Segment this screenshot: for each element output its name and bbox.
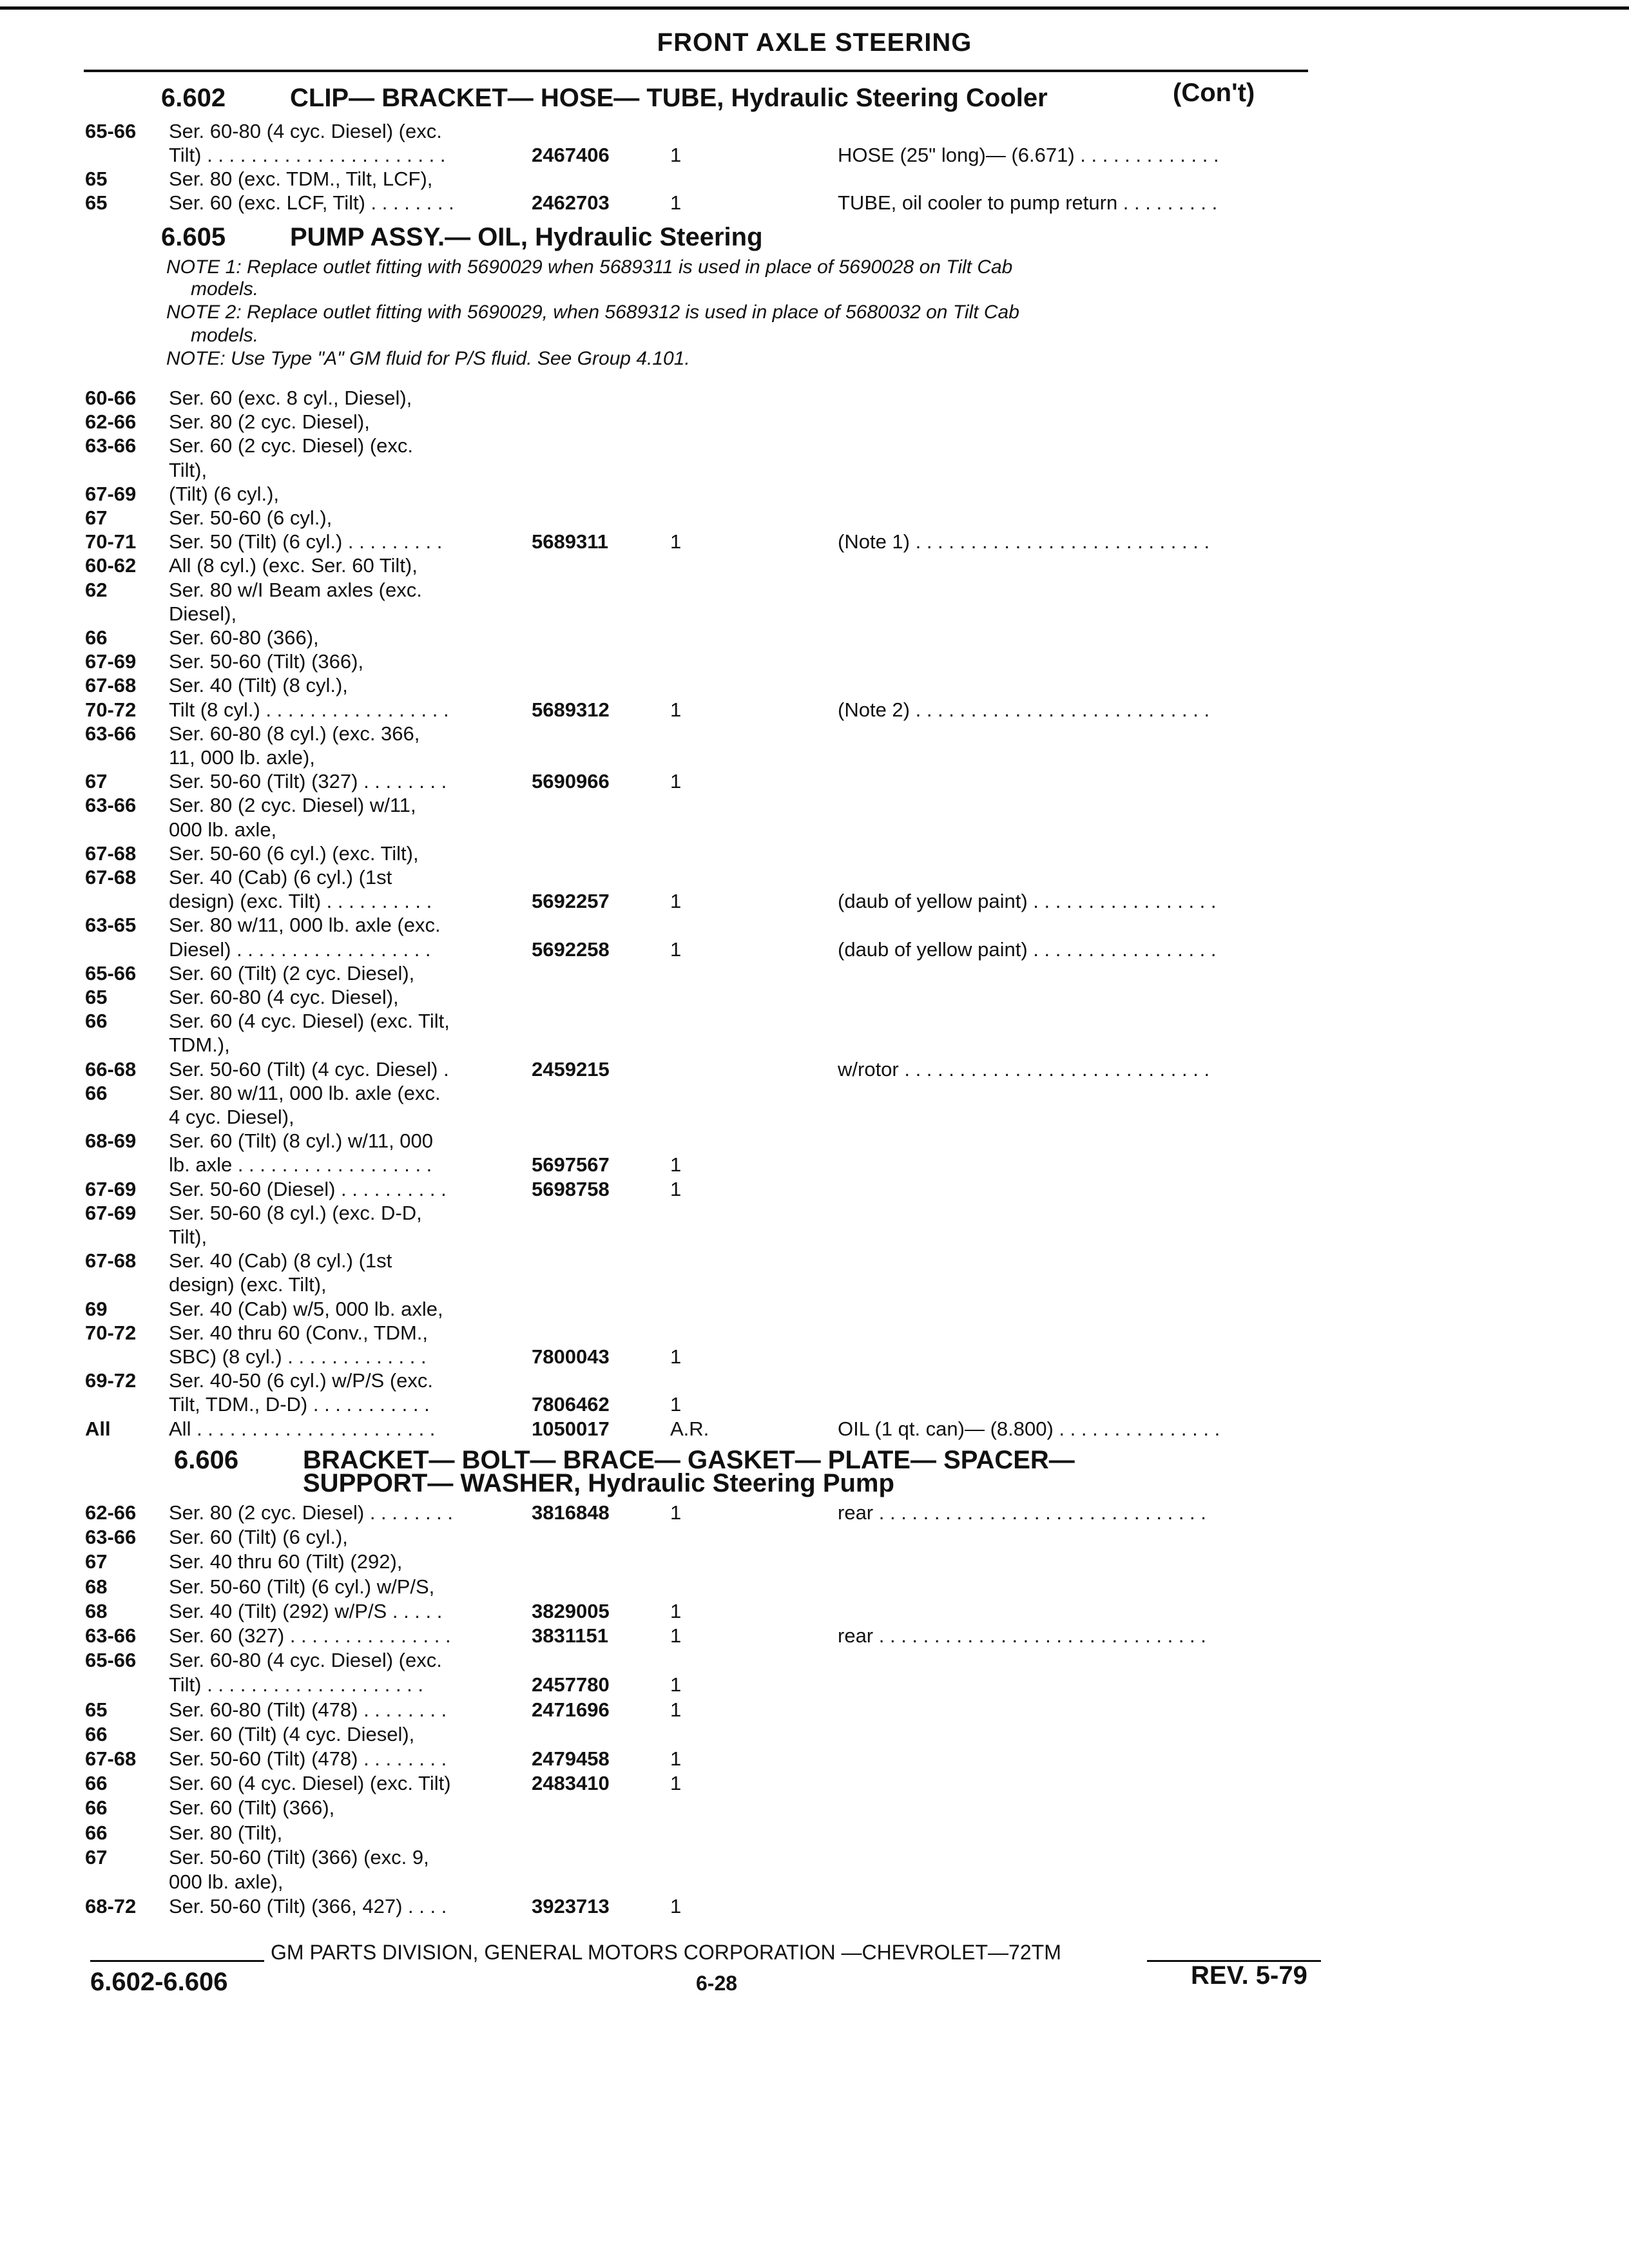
model-years: 70-72 xyxy=(85,1321,137,1344)
description: Ser. 50-60 (Tilt) (366, 427) . . . . xyxy=(169,1895,447,1918)
description: (Tilt) (6 cyl.), xyxy=(169,482,280,505)
table-row xyxy=(0,1772,1629,1795)
description: Ser. 50-60 (Tilt) (6 cyl.) w/P/S, xyxy=(169,1575,435,1598)
note-line: NOTE 1: Replace outlet fitting with 5690029 when 5689311 is used in place of 5690028 on Tilt Cab xyxy=(166,256,1013,278)
description: Ser. 40 (Cab) (6 cyl.) (1st xyxy=(169,866,392,889)
table-row xyxy=(0,530,1629,553)
table-row xyxy=(0,1550,1629,1573)
quantity: 1 xyxy=(670,144,682,166)
table-row xyxy=(0,1010,1629,1033)
footer-rule-left xyxy=(90,1960,264,1962)
description: lb. axle . . . . . . . . . . . . . . . . . . xyxy=(169,1153,432,1177)
model-years: 67-69 xyxy=(85,650,137,673)
model-years: 62 xyxy=(85,578,108,601)
model-years: 62-66 xyxy=(85,410,137,434)
quantity: 1 xyxy=(670,1393,682,1416)
model-years: 63-66 xyxy=(85,794,137,817)
table-row xyxy=(0,1821,1629,1845)
description: Ser. 50-60 (6 cyl.) (exc. Tilt), xyxy=(169,841,419,865)
model-years: 60-62 xyxy=(85,554,137,577)
model-years: 65 xyxy=(85,168,108,190)
model-years: 67-68 xyxy=(85,674,137,697)
remarks: (daub of yellow paint) . . . . . . . . . . . . . . . . . xyxy=(838,890,1217,913)
note-line: NOTE 2: Replace outlet fitting with 5690029, when 5689312 is used in place of 5680032 on Tilt Cab xyxy=(166,302,1019,323)
remarks: (Note 2) . . . . . . . . . . . . . . . . . . . . . . . . . . . xyxy=(838,698,1210,721)
table-row xyxy=(0,626,1629,649)
description: Ser. 50-60 (8 cyl.) (exc. D-D, xyxy=(169,1201,422,1224)
description: Diesel), xyxy=(169,602,237,625)
table-row xyxy=(0,434,1629,457)
part-number: 1050017 xyxy=(532,1417,610,1440)
section-number: 6.606 xyxy=(174,1446,239,1474)
description: Ser. 80 (2 cyc. Diesel) w/11, xyxy=(169,794,416,817)
description: Ser. 60 (4 cyc. Diesel) (exc. Tilt) xyxy=(169,1772,451,1795)
table-row xyxy=(0,1249,1629,1273)
description: Ser. 60 (Tilt) (4 cyc. Diesel), xyxy=(169,1722,415,1745)
part-number: 3923713 xyxy=(532,1895,610,1918)
table-row xyxy=(0,986,1629,1009)
remarks: TUBE, oil cooler to pump return . . . . . . . . . xyxy=(838,191,1218,214)
model-years: 65 xyxy=(85,191,108,214)
table-row xyxy=(0,168,1629,191)
quantity: 1 xyxy=(670,890,682,913)
table-row xyxy=(0,1673,1629,1696)
model-years: 66 xyxy=(85,1772,108,1795)
description: Ser. 50-60 (Tilt) (366), xyxy=(169,650,364,673)
table-row xyxy=(0,1600,1629,1623)
table-row xyxy=(0,1747,1629,1771)
table-row xyxy=(0,1082,1629,1105)
table-row xyxy=(0,602,1629,626)
remarks: (daub of yellow paint) . . . . . . . . . . . . . . . . . xyxy=(838,937,1217,961)
part-number: 5689311 xyxy=(532,530,608,553)
table-row xyxy=(0,674,1629,697)
remarks: rear . . . . . . . . . . . . . . . . . . . . . . . . . . . . . . xyxy=(838,1501,1206,1524)
model-years: 68 xyxy=(85,1575,108,1598)
model-years: 65 xyxy=(85,1698,108,1721)
quantity: 1 xyxy=(670,1624,682,1647)
quantity: 1 xyxy=(670,1747,682,1770)
description: 11, 000 lb. axle), xyxy=(169,746,315,769)
model-years: 66 xyxy=(85,1821,108,1844)
model-years: 63-66 xyxy=(85,722,137,745)
table-row xyxy=(0,722,1629,745)
table-row xyxy=(0,1796,1629,1820)
table-row xyxy=(0,483,1629,506)
table-row xyxy=(0,459,1629,482)
description: Ser. 60-80 (366), xyxy=(169,626,319,649)
table-row xyxy=(0,1870,1629,1894)
table-row xyxy=(0,1393,1629,1416)
model-years: 63-66 xyxy=(85,434,137,457)
quantity: 1 xyxy=(670,1772,682,1795)
part-number: 5697567 xyxy=(532,1153,610,1177)
quantity: 1 xyxy=(670,698,682,721)
description: Ser. 80 (2 cyc. Diesel), xyxy=(169,410,370,434)
part-number: 7800043 xyxy=(532,1345,610,1368)
table-row xyxy=(0,890,1629,913)
section-heading xyxy=(161,223,763,252)
table-row xyxy=(0,746,1629,769)
description: Tilt (8 cyl.) . . . . . . . . . . . . . . . . . xyxy=(169,698,449,721)
part-number: 3831151 xyxy=(532,1624,608,1647)
footer-page-number: 6-28 xyxy=(696,1972,738,1995)
model-years: 67-69 xyxy=(85,1177,137,1200)
model-years: 66 xyxy=(85,626,108,649)
model-years: 69-72 xyxy=(85,1369,137,1392)
description: design) (exc. Tilt), xyxy=(169,1273,327,1296)
description: Ser. 60 (Tilt) (8 cyl.) w/11, 000 xyxy=(169,1129,434,1153)
table-row xyxy=(0,794,1629,817)
description: Ser. 50-60 (Tilt) (327) . . . . . . . . xyxy=(169,770,447,793)
quantity: 1 xyxy=(670,1673,682,1696)
section-title: PUMP ASSY.— OIL, Hydraulic Steering xyxy=(290,223,763,251)
description: Ser. 60-80 (4 cyc. Diesel) (exc. xyxy=(169,1649,442,1672)
table-row xyxy=(0,1058,1629,1081)
table-row xyxy=(0,579,1629,602)
table-row xyxy=(0,1178,1629,1201)
part-number: 5689312 xyxy=(532,698,610,721)
table-row xyxy=(0,698,1629,722)
description: 000 lb. axle, xyxy=(169,818,277,841)
model-years: 67 xyxy=(85,770,108,793)
part-number: 3829005 xyxy=(532,1599,610,1622)
model-years: 67 xyxy=(85,506,108,529)
model-years: 66 xyxy=(85,1010,108,1033)
model-years: 63-66 xyxy=(85,1526,137,1549)
quantity: 1 xyxy=(670,191,682,214)
description: Diesel) . . . . . . . . . . . . . . . . . . xyxy=(169,937,431,961)
table-row xyxy=(0,770,1629,793)
table-row xyxy=(0,144,1629,167)
model-years: 60-66 xyxy=(85,387,137,409)
model-years: 67-69 xyxy=(85,1201,137,1224)
quantity: 1 xyxy=(670,937,682,961)
header-rule xyxy=(84,70,1308,72)
description: Ser. 60 (Tilt) (6 cyl.), xyxy=(169,1526,348,1549)
table-row xyxy=(0,962,1629,985)
table-row xyxy=(0,387,1629,410)
description: Ser. 50-60 (Tilt) (478) . . . . . . . . xyxy=(169,1747,447,1770)
section-title-line-1: BRACKET— BOLT— BRACE— GASKET— PLATE— SPACER— xyxy=(303,1446,1075,1474)
description: Ser. 40-50 (6 cyl.) w/P/S (exc. xyxy=(169,1369,434,1392)
note-line: models. xyxy=(191,325,259,346)
table-row xyxy=(0,1895,1629,1918)
model-years: 65-66 xyxy=(85,120,137,142)
model-years: 63-65 xyxy=(85,914,137,937)
description: Ser. 50-60 (Diesel) . . . . . . . . . . xyxy=(169,1177,447,1200)
table-row xyxy=(0,938,1629,961)
note-line: models. xyxy=(191,278,259,300)
section-number: 6.605 xyxy=(161,223,226,251)
description: Ser. 60 (exc. LCF, Tilt) . . . . . . . . xyxy=(169,191,454,214)
table-row xyxy=(0,1369,1629,1392)
description: Ser. 80 (exc. TDM., Tilt, LCF), xyxy=(169,168,433,190)
description: Ser. 40 (Tilt) (292) w/P/S . . . . . xyxy=(169,1599,443,1622)
model-years: 70-72 xyxy=(85,698,137,721)
table-row xyxy=(0,866,1629,889)
table-row xyxy=(0,1649,1629,1672)
part-number: 5692258 xyxy=(532,937,610,961)
table-row xyxy=(0,914,1629,937)
section-number: 6.602 xyxy=(161,84,226,112)
model-years: 69 xyxy=(85,1297,108,1320)
remarks: (Note 1) . . . . . . . . . . . . . . . . . . . . . . . . . . . xyxy=(838,530,1210,553)
section-title-line-2: SUPPORT— WASHER, Hydraulic Steering Pump xyxy=(303,1469,894,1497)
remarks: OIL (1 qt. can)— (8.800) . . . . . . . . . . . . . . . xyxy=(838,1417,1220,1440)
model-years: 68-72 xyxy=(85,1895,137,1918)
description: Ser. 40 thru 60 (Tilt) (292), xyxy=(169,1550,403,1573)
part-number: 5692257 xyxy=(532,890,610,913)
description: Ser. 80 (Tilt), xyxy=(169,1821,283,1844)
table-row xyxy=(0,650,1629,673)
table-row xyxy=(0,1321,1629,1345)
table-row xyxy=(0,1501,1629,1524)
table-row xyxy=(0,554,1629,577)
top-rule xyxy=(0,6,1629,10)
table-row xyxy=(0,1225,1629,1249)
part-number: 3816848 xyxy=(532,1501,610,1524)
description: Ser. 60 (Tilt) (2 cyc. Diesel), xyxy=(169,961,415,985)
description: Tilt) . . . . . . . . . . . . . . . . . . . . xyxy=(169,1673,424,1696)
part-number: 5698758 xyxy=(532,1177,610,1200)
part-number: 2467406 xyxy=(532,144,610,166)
table-row xyxy=(0,410,1629,434)
model-years: All xyxy=(85,1417,111,1440)
footer-range: 6.602-6.606 xyxy=(90,1968,228,1996)
part-number: 2471696 xyxy=(532,1698,610,1721)
description: Ser. 40 (Tilt) (8 cyl.), xyxy=(169,674,348,697)
table-row xyxy=(0,506,1629,530)
description: Ser. 60-80 (Tilt) (478) . . . . . . . . xyxy=(169,1698,447,1721)
description: design) (exc. Tilt) . . . . . . . . . . xyxy=(169,890,432,913)
table-row xyxy=(0,1345,1629,1369)
footer-revision: REV. 5-79 xyxy=(1191,1961,1307,1990)
quantity: 1 xyxy=(670,1345,682,1368)
description: Tilt), xyxy=(169,458,207,481)
table-row xyxy=(0,842,1629,865)
description: Ser. 60 (Tilt) (366), xyxy=(169,1796,335,1820)
section-title: CLIP— BRACKET— HOSE— TUBE, Hydraulic Steering Cooler xyxy=(290,84,1048,112)
model-years: 66 xyxy=(85,1722,108,1745)
description: Ser. 60-80 (4 cyc. Diesel), xyxy=(169,986,399,1008)
description: Ser. 60-80 (4 cyc. Diesel) (exc. xyxy=(169,120,442,142)
quantity: 1 xyxy=(670,1177,682,1200)
table-row xyxy=(0,1298,1629,1321)
model-years: 67-68 xyxy=(85,866,137,889)
model-years: 66-68 xyxy=(85,1057,137,1081)
model-years: 67-68 xyxy=(85,841,137,865)
quantity: A.R. xyxy=(670,1417,709,1440)
description: Ser. 60-80 (8 cyl.) (exc. 366, xyxy=(169,722,420,745)
remarks: rear . . . . . . . . . . . . . . . . . . . . . . . . . . . . . . xyxy=(838,1624,1206,1647)
model-years: 67 xyxy=(85,1550,108,1573)
quantity: 1 xyxy=(670,530,682,553)
table-row xyxy=(0,1846,1629,1869)
model-years: 67-69 xyxy=(85,482,137,505)
part-number: 2483410 xyxy=(532,1772,610,1795)
table-row xyxy=(0,1526,1629,1549)
description: Tilt), xyxy=(169,1225,207,1248)
description: TDM.), xyxy=(169,1033,230,1057)
model-years: 67 xyxy=(85,1845,108,1869)
model-years: 66 xyxy=(85,1081,108,1104)
model-years: 68 xyxy=(85,1599,108,1622)
quantity: 1 xyxy=(670,1153,682,1177)
table-row xyxy=(0,1106,1629,1129)
section-heading xyxy=(161,84,1048,113)
part-number: 5690966 xyxy=(532,770,610,793)
model-years: 62-66 xyxy=(85,1501,137,1524)
table-row xyxy=(0,818,1629,841)
description: Ser. 60 (4 cyc. Diesel) (exc. Tilt, xyxy=(169,1010,450,1033)
table-row xyxy=(0,1033,1629,1057)
description: Ser. 50 (Tilt) (6 cyl.) . . . . . . . . . xyxy=(169,530,443,553)
description: Ser. 50-60 (6 cyl.), xyxy=(169,506,333,529)
model-years: 68-69 xyxy=(85,1129,137,1153)
model-years: 70-71 xyxy=(85,530,137,553)
description: All (8 cyl.) (exc. Ser. 60 Tilt), xyxy=(169,554,418,577)
description: Ser. 50-60 (Tilt) (4 cyc. Diesel) . xyxy=(169,1057,449,1081)
table-row xyxy=(0,1202,1629,1225)
remarks: w/rotor . . . . . . . . . . . . . . . . . . . . . . . . . . . . xyxy=(838,1057,1210,1081)
description: Tilt) . . . . . . . . . . . . . . . . . . . . . . xyxy=(169,144,446,166)
model-years: 65 xyxy=(85,986,108,1008)
quantity: 1 xyxy=(670,1501,682,1524)
description: Ser. 40 (Cab) w/5, 000 lb. axle, xyxy=(169,1297,443,1320)
description: 000 lb. axle), xyxy=(169,1870,284,1893)
note-line: NOTE: Use Type "A" GM fluid for P/S fluid. See Group 4.101. xyxy=(166,348,690,369)
description: Ser. 80 (2 cyc. Diesel) . . . . . . . . xyxy=(169,1501,454,1524)
model-years: 67-68 xyxy=(85,1249,137,1273)
table-row xyxy=(0,1418,1629,1441)
description: Tilt, TDM., D-D) . . . . . . . . . . . xyxy=(169,1393,430,1416)
description: Ser. 80 w/I Beam axles (exc. xyxy=(169,578,422,601)
description: Ser. 60 (2 cyc. Diesel) (exc. xyxy=(169,434,414,457)
table-row xyxy=(0,1153,1629,1177)
description: Ser. 60 (327) . . . . . . . . . . . . . . . xyxy=(169,1624,451,1647)
description: Ser. 50-60 (Tilt) (366) (exc. 9, xyxy=(169,1845,429,1869)
footer-corporation: GM PARTS DIVISION, GENERAL MOTORS CORPORATION —CHEVROLET—72TM xyxy=(271,1941,1061,1964)
description: Ser. 40 (Cab) (8 cyl.) (1st xyxy=(169,1249,392,1273)
description: All . . . . . . . . . . . . . . . . . . . . . . xyxy=(169,1417,436,1440)
remarks: HOSE (25" long)— (6.671) . . . . . . . . . . . . . xyxy=(838,144,1219,166)
part-number: 2457780 xyxy=(532,1673,610,1696)
quantity: 1 xyxy=(670,1698,682,1721)
model-years: 67-68 xyxy=(85,1747,137,1770)
table-row xyxy=(0,1723,1629,1746)
table-row xyxy=(0,120,1629,143)
model-years: 65-66 xyxy=(85,1649,137,1672)
description: Ser. 80 w/11, 000 lb. axle (exc. xyxy=(169,914,441,937)
model-years: 65-66 xyxy=(85,961,137,985)
part-number: 7806462 xyxy=(532,1393,610,1416)
part-number: 2479458 xyxy=(532,1747,610,1770)
table-row xyxy=(0,1273,1629,1296)
table-row xyxy=(0,1624,1629,1648)
table-row xyxy=(0,1129,1629,1153)
description: Ser. 60 (exc. 8 cyl., Diesel), xyxy=(169,387,412,409)
description: SBC) (8 cyl.) . . . . . . . . . . . . . xyxy=(169,1345,427,1368)
table-row xyxy=(0,1575,1629,1599)
table-row xyxy=(0,1698,1629,1722)
model-years: 66 xyxy=(85,1796,108,1820)
quantity: 1 xyxy=(670,1599,682,1622)
quantity: 1 xyxy=(670,770,682,793)
part-number: 2462703 xyxy=(532,191,610,214)
part-number: 2459215 xyxy=(532,1057,610,1081)
description: Ser. 40 thru 60 (Conv., TDM., xyxy=(169,1321,429,1344)
model-years: 63-66 xyxy=(85,1624,137,1647)
quantity: 1 xyxy=(670,1895,682,1918)
table-row xyxy=(0,191,1629,215)
page-header-title: FRONT AXLE STEERING xyxy=(657,28,972,57)
section-continued: (Con't) xyxy=(1173,79,1255,107)
description: 4 cyc. Diesel), xyxy=(169,1106,294,1128)
description: Ser. 80 w/11, 000 lb. axle (exc. xyxy=(169,1081,441,1104)
